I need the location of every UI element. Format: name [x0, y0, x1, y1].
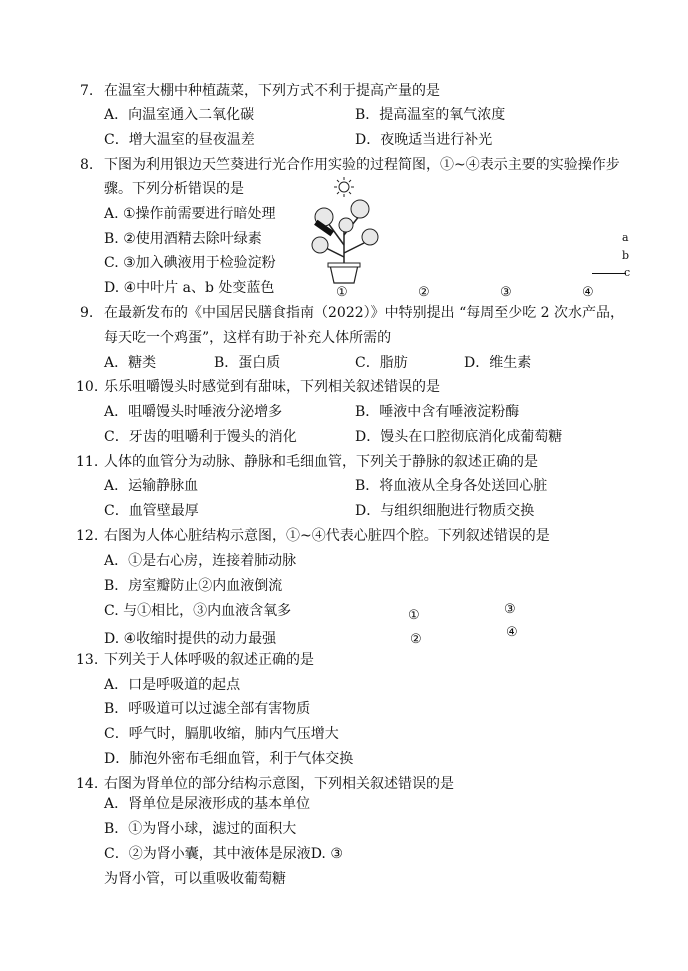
option-c: C．牙齿的咀嚼利于馒头的消化	[104, 429, 297, 445]
leaf-label-a: a	[622, 231, 629, 244]
figure-label: ③	[500, 285, 512, 300]
leaf-label-c: c	[624, 266, 631, 279]
option-b: B．①为肾小球，滤过的面积大	[104, 821, 297, 837]
question-stem: 右图为人体心脏结构示意图，①~④代表心脏四个腔。下列叙述错误的是	[104, 528, 550, 544]
figure-label: ②	[418, 285, 430, 300]
option-a: A．咀嚼馒头时唾液分泌增多	[104, 404, 283, 420]
heart-chamber-label: ③	[504, 602, 516, 617]
question-stem: 在温室大棚中种植蔬菜，下列方式不利于提高产量的是	[104, 83, 440, 99]
question-stem: 人体的血管分为动脉、静脉和毛细血管，下列关于静脉的叙述正确的是	[104, 454, 538, 470]
question-stem: 在最新发布的《中国居民膳食指南（2022）》中特别提出 “每周至少吃 2 次水产品，	[104, 305, 625, 321]
leaf-label-b: b	[622, 249, 630, 262]
question-number: 10.	[76, 379, 99, 395]
option-d: D. ④中叶片 a、b 处变蓝色	[104, 280, 275, 296]
option-d: D．与组织细胞进行物质交换	[355, 503, 535, 519]
option-b: B．将血液从全身各处送回心脏	[355, 478, 548, 494]
question-stem: 骤。下列分析错误的是	[104, 181, 244, 197]
option-b: B．房室瓣防止②内血液倒流	[104, 578, 283, 594]
option-d: D．维生素	[464, 355, 532, 371]
option-c: C. ③加入碘液用于检验淀粉	[104, 255, 276, 271]
option-c: C．脂肪	[355, 355, 408, 371]
option-b: B．呼吸道可以过滤全部有害物质	[104, 701, 311, 717]
question-number: 12.	[76, 528, 99, 544]
option-d: 为肾小管，可以重吸收葡萄糖	[104, 871, 286, 887]
question-stem: 每天吃一个鸡蛋”，这样有助于补充人体所需的	[104, 330, 392, 346]
option-b: B．唾液中含有唾液淀粉酶	[355, 404, 520, 420]
option-a: A．肾单位是尿液形成的基本单位	[104, 796, 311, 812]
heart-chamber-label: ②	[410, 632, 422, 647]
question-number: 14.	[76, 776, 99, 792]
option-d: D．馒头在口腔彻底消化成葡萄糖	[355, 429, 563, 445]
option-a: A. ①操作前需要进行暗处理	[104, 206, 276, 222]
option-d: D．夜晚适当进行补光	[355, 132, 493, 148]
option-b: B．提高温室的氧气浓度	[355, 107, 506, 123]
potted-plant-illustration	[300, 175, 390, 290]
question-number: 8.	[80, 157, 94, 173]
option-c: C．增大温室的昼夜温差	[104, 132, 255, 148]
question-number: 13.	[76, 652, 99, 668]
option-c: C．②为肾小囊，其中液体是尿液D. ③	[104, 846, 343, 862]
option-b: B. ②使用酒精去除叶绿素	[104, 231, 262, 247]
option-d: D．肺泡外密布毛细血管，利于气体交换	[104, 751, 354, 767]
question-number: 7.	[80, 83, 94, 99]
question-number: 9.	[80, 305, 94, 321]
question-number: 11.	[76, 454, 99, 470]
option-a: A．口是呼吸道的起点	[104, 677, 241, 693]
option-b: B．蛋白质	[214, 355, 281, 371]
label-leader-line	[592, 273, 626, 274]
question-stem: 右图为肾单位的部分结构示意图，下列相关叙述错误的是	[104, 776, 454, 792]
question-stem: 下图为利用银边天竺葵进行光合作用实验的过程简图，①~④表示主要的实验操作步	[104, 157, 620, 173]
option-a: A．向温室通入二氧化碳	[104, 107, 255, 123]
option-a: A．①是右心房，连接着肺动脉	[104, 553, 297, 569]
option-a: A．运输静脉血	[104, 478, 199, 494]
option-d: D. ④收缩时提供的动力最强	[104, 631, 277, 647]
option-a: A．糖类	[104, 355, 157, 371]
option-c: C．呼气时，膈肌收缩，肺内气压增大	[104, 726, 339, 742]
option-c: C. 与①相比，③内血液含氧多	[104, 603, 292, 619]
figure-label: ④	[582, 285, 594, 300]
heart-chamber-label: ④	[506, 625, 518, 640]
heart-chamber-label: ①	[408, 608, 420, 623]
question-stem: 下列关于人体呼吸的叙述正确的是	[104, 652, 314, 668]
sun-icon	[334, 177, 354, 197]
option-c: C．血管壁最厚	[104, 503, 199, 519]
question-stem: 乐乐咀嚼馒头时感觉到有甜味，下列相关叙述错误的是	[104, 379, 440, 395]
figure-label: ①	[336, 285, 348, 300]
